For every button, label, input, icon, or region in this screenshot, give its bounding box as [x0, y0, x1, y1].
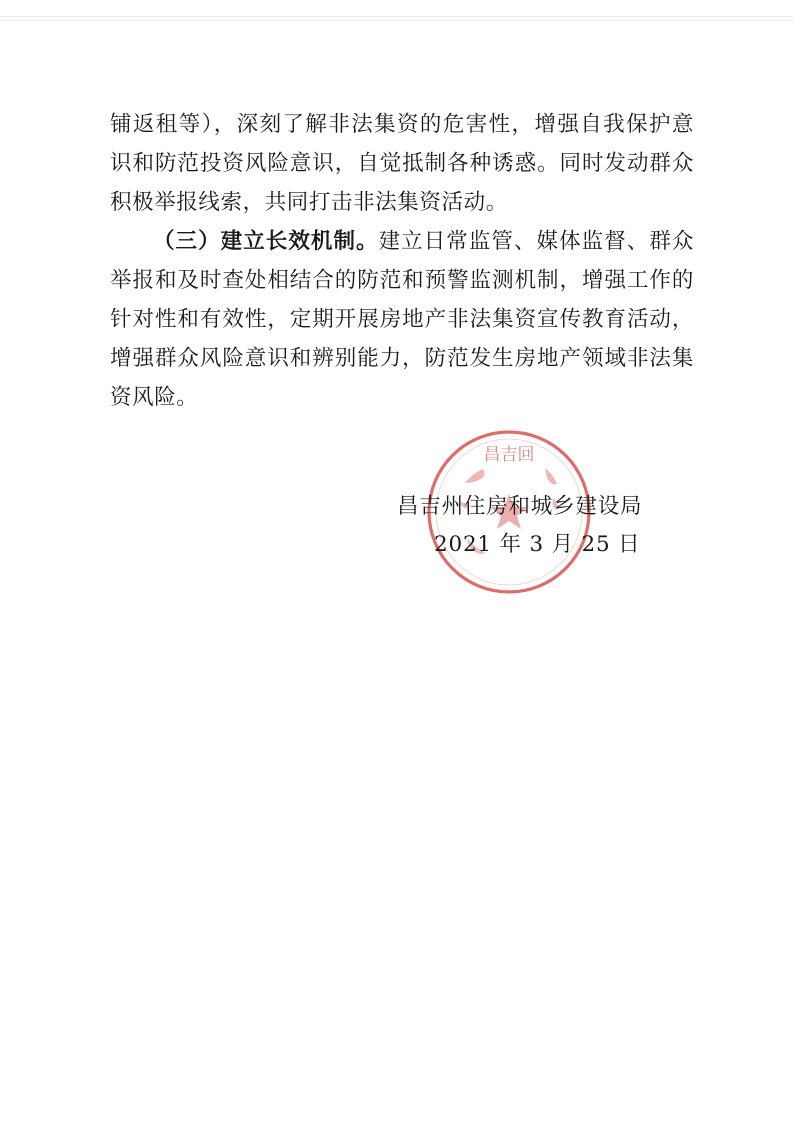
- paragraph-text: 铺返租等），深刻了解非法集资的危害性，增强自我保护意识和防范投资风险意识，自觉抵制各种诱惑。同时发动群众积极举报线索，共同打击非法集资活动。: [110, 112, 694, 215]
- signature-date: 2021 年 3 月 25 日: [434, 532, 641, 557]
- signature-organization: 昌吉州住房和城乡建设局: [397, 494, 643, 519]
- scan-artifact-line: [0, 20, 793, 21]
- section-heading: （三）建立长效机制。: [153, 229, 379, 254]
- seal-text: 昌吉回: [483, 445, 535, 465]
- paragraph-text: 建立日常监管、媒体监督、群众举报和及时查处相结合的防范和预警监测机制，增强工作的针对性和有效性，定期开展房地产非法集资宣传教育活动，增强群众风险意识和辨别能力，防范发生房地产领域非法集资风险。: [110, 229, 694, 410]
- scan-artifact-line: [0, 16, 793, 17]
- body-paragraph: [110, 105, 694, 222]
- body-paragraph: [110, 222, 694, 417]
